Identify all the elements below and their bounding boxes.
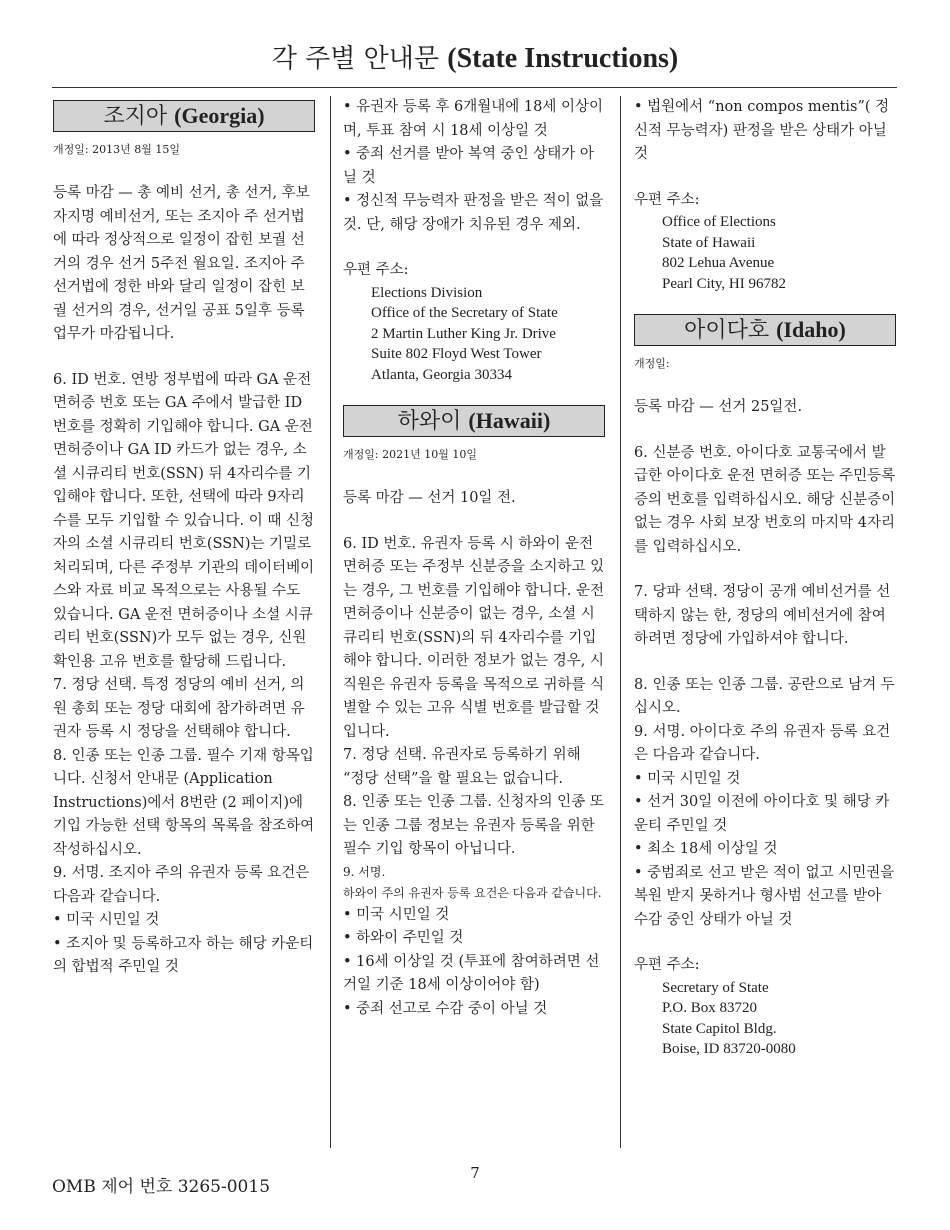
- address-line: State Capitol Bldg.: [662, 1020, 777, 1037]
- column-divider-1: [330, 96, 331, 1148]
- address-line: State of Hawaii: [662, 234, 756, 251]
- address-line: 2 Martin Luther King Jr. Drive: [371, 325, 556, 342]
- state-name-english: (Idaho): [776, 317, 846, 342]
- title-divider: [52, 87, 897, 88]
- address-line: Secretary of State: [662, 979, 769, 996]
- state-name-korean: 조지아: [103, 104, 175, 129]
- address-line: P.O. Box 83720: [662, 1000, 758, 1016]
- page-title: [0, 38, 950, 75]
- signature-instructions: 하와이 주의 유권자 등록 요건은 다음과 같습니다.: [343, 885, 602, 900]
- page-title-korean: 각 주별 안내문: [271, 44, 448, 74]
- mailing-address-label: 우편 주소:: [634, 191, 700, 208]
- requirement-item: • 16세 이상일 것 (투표에 참여하려면 선거일 기준 18세 이상이어야 함): [343, 953, 600, 993]
- party-choice-instructions: 7. 정당 선택. 유권자로 등록하기 위해 “정당 선택”을 할 필요는 없습니다.: [343, 747, 581, 787]
- omb-control-number: OMB 제어 번호 3265-0015: [52, 1177, 271, 1197]
- mailing-address-idaho: [634, 978, 896, 1060]
- mailing-address-georgia: [343, 283, 605, 386]
- state-name-korean: 아이다호: [684, 318, 777, 343]
- column-1: [53, 96, 315, 980]
- column-divider-2: [620, 96, 621, 1148]
- signature-title: 9. 서명.: [343, 864, 386, 879]
- state-header-georgia: [53, 100, 315, 132]
- id-number-instructions: 6. ID 번호. 연방 정부법에 따라 GA 운전 면허증 번호 또는 GA 주에서 발급한 ID 번호를 정확히 기입해야 합니다. GA 운전 면허증이나 GA ID 카드가 없는 경우, 소셜 시큐리티 번호(SSN) 뒤 4자리수를 기입해야 합니다. 또한, 선택에 따라 9자리 수를 모두 기입할 수 있습니다. 이 때 신청자의 소셜 시큐리티 번호(SSN)는 기밀로 처리되며, 다른 주정부 기관의 데이터베이스와 자료 비교 목적으로는 사용될 수도 있습니다. GA 운전 면허증이나 소셜 시큐리티 번호(SSN)가 모두 없는 경우, 신원 확인용 고유 번호를 할당해 드립니다.: [53, 371, 315, 670]
- address-line: 802 Lehua Avenue: [662, 255, 775, 271]
- requirement-item: • 중범죄로 선고 받은 적이 없고 시민권을 복원 받지 못하거나 형사범 선고를 받아 수감 중인 상태가 아닐 것: [634, 864, 895, 928]
- state-header-idaho: [634, 314, 896, 346]
- requirement-item: • 조지아 및 등록하고자 하는 해당 카운티의 합법적 주민일 것: [53, 935, 314, 975]
- requirement-item: • 미국 시민일 것: [634, 770, 741, 787]
- state-header-hawaii: [343, 405, 605, 437]
- signature-instructions: 9. 서명. 아이다호 주의 유권자 등록 요건은 다음과 같습니다.: [634, 723, 891, 763]
- address-line: Office of the Secretary of State: [371, 305, 558, 321]
- address-line: Boise, ID 83720-0080: [662, 1041, 796, 1057]
- requirement-item: • 미국 시민일 것: [343, 906, 450, 923]
- id-number-instructions: 6. ID 번호. 유권자 등록 시 하와이 운전면허증 또는 주정부 신분증을 소지하고 있는 경우, 그 번호를 기입해야 합니다. 운전면허증이나 신분증이 없는 경우, 소셜 시큐리티 번호(SSN)의 뒤 4자리수를 기입해야 합니다. 이러한 정보가 없는 경우, 시 직원은 유권자 등록을 목적으로 귀하를 식별할 수 있는 고유 식별 번호를 발급할 것입니다.: [343, 535, 605, 740]
- state-name-korean: 하와이: [397, 409, 469, 434]
- revision-date: 개정일:: [634, 357, 670, 370]
- registration-deadline: 등록 마감 — 선거 10일 전.: [343, 490, 516, 506]
- address-line: Suite 802 Floyd West Tower: [371, 346, 542, 362]
- address-line: Elections Division: [371, 284, 483, 301]
- requirement-item: • 중죄 선고로 수감 중이 아닐 것: [343, 1000, 548, 1017]
- mailing-address-label: 우편 주소:: [343, 262, 409, 278]
- column-2: [343, 96, 605, 1021]
- page-number: 7: [470, 1164, 480, 1182]
- party-choice-instructions: 7. 당파 선택. 정당이 공개 예비선거를 선택하지 않는 한, 정당의 예비선거에 참여하려면 정당에 가입하셔야 합니다.: [634, 584, 891, 647]
- requirement-item: • 미국 시민일 것: [53, 912, 160, 928]
- id-number-instructions: 6. 신분증 번호. 아이다호 교통국에서 발급한 아이다호 운전 면허증 또는 주민등록증의 번호를 입력하십시오. 해당 신분증이 없는 경우 사회 보장 번호의 마지막 4자리를 입력하십시오.: [634, 444, 896, 555]
- column-3: [634, 96, 896, 1060]
- state-name-english: (Georgia): [174, 103, 265, 128]
- mailing-address-hawaii: [634, 212, 896, 294]
- revision-date: 개정일: 2021년 10월 10일: [343, 448, 477, 461]
- registration-deadline: 등록 마감 — 총 예비 선거, 총 선거, 후보자지명 예비선거, 또는 조지아 주 선거법에 따라 정상적으로 일정이 잡힌 보궐 선거의 경우 선거 5주전 월요일. 조지아 주 선거법에 정한 바와 달리 일정이 잡힌 보궐 선거의 경우, 선거일 공표 5일후 등록 업무가 마감됩니다.: [53, 185, 310, 342]
- requirement-item: • 하와이 주민일 것: [343, 930, 464, 946]
- address-line: Office of Elections: [662, 214, 776, 230]
- party-choice-instructions: 7. 정당 선택. 특정 정당의 예비 선거, 의원 총회 또는 정당 대회에 참가하려면 유권자 등록 시 정당을 선택해야 합니다.: [53, 677, 305, 740]
- requirement-item: • 유권자 등록 후 6개월내에 18세 이상이며, 투표 참여 시 18세 이상일 것: [343, 99, 603, 139]
- registration-deadline: 등록 마감 — 선거 25일전.: [634, 399, 803, 415]
- requirement-item: • 최소 18세 이상일 것: [634, 841, 778, 857]
- page-title-english: (State Instructions): [447, 43, 679, 74]
- race-instructions: 8. 인종 또는 인종 그룹. 공란으로 남겨 두십시오.: [634, 676, 895, 716]
- address-line: Atlanta, Georgia 30334: [371, 366, 512, 383]
- revision-date: 개정일: 2013년 8월 15일: [53, 143, 180, 156]
- signature-instructions: 9. 서명. 조지아 주의 유권자 등록 요건은 다음과 같습니다.: [53, 865, 310, 905]
- requirement-item: • 정신적 무능력자 판정을 받은 적이 없을 것. 단, 해당 장애가 치유된 경우 제외.: [343, 193, 604, 233]
- race-instructions: 8. 인종 또는 인종 그룹. 필수 기재 항목입니다. 신청서 안내문 (Application Instructions)에서 8번란 (2 페이지)에 기입 가능한 선택 항목의 목록을 참조하여 작성하십시오.: [53, 747, 315, 858]
- mailing-address-label: 우편 주소:: [634, 957, 700, 973]
- requirement-item: • 법원에서 “non compos mentis”( 정신적 무능력자) 판정을 받은 상태가 아닐 것: [634, 99, 890, 162]
- requirement-item: • 선거 30일 이전에 아이다호 및 해당 카운티 주민일 것: [634, 794, 890, 834]
- race-instructions: 8. 인종 또는 인종 그룹. 신청자의 인종 또는 인종 그룹 정보는 유권자 등록을 위한 필수 기입 항목이 아닙니다.: [343, 794, 604, 857]
- state-name-english: (Hawaii): [468, 408, 551, 433]
- address-line: Pearl City, HI 96782: [662, 275, 787, 292]
- requirement-item: • 중죄 선거를 받아 복역 중인 상태가 아닐 것: [343, 146, 594, 186]
